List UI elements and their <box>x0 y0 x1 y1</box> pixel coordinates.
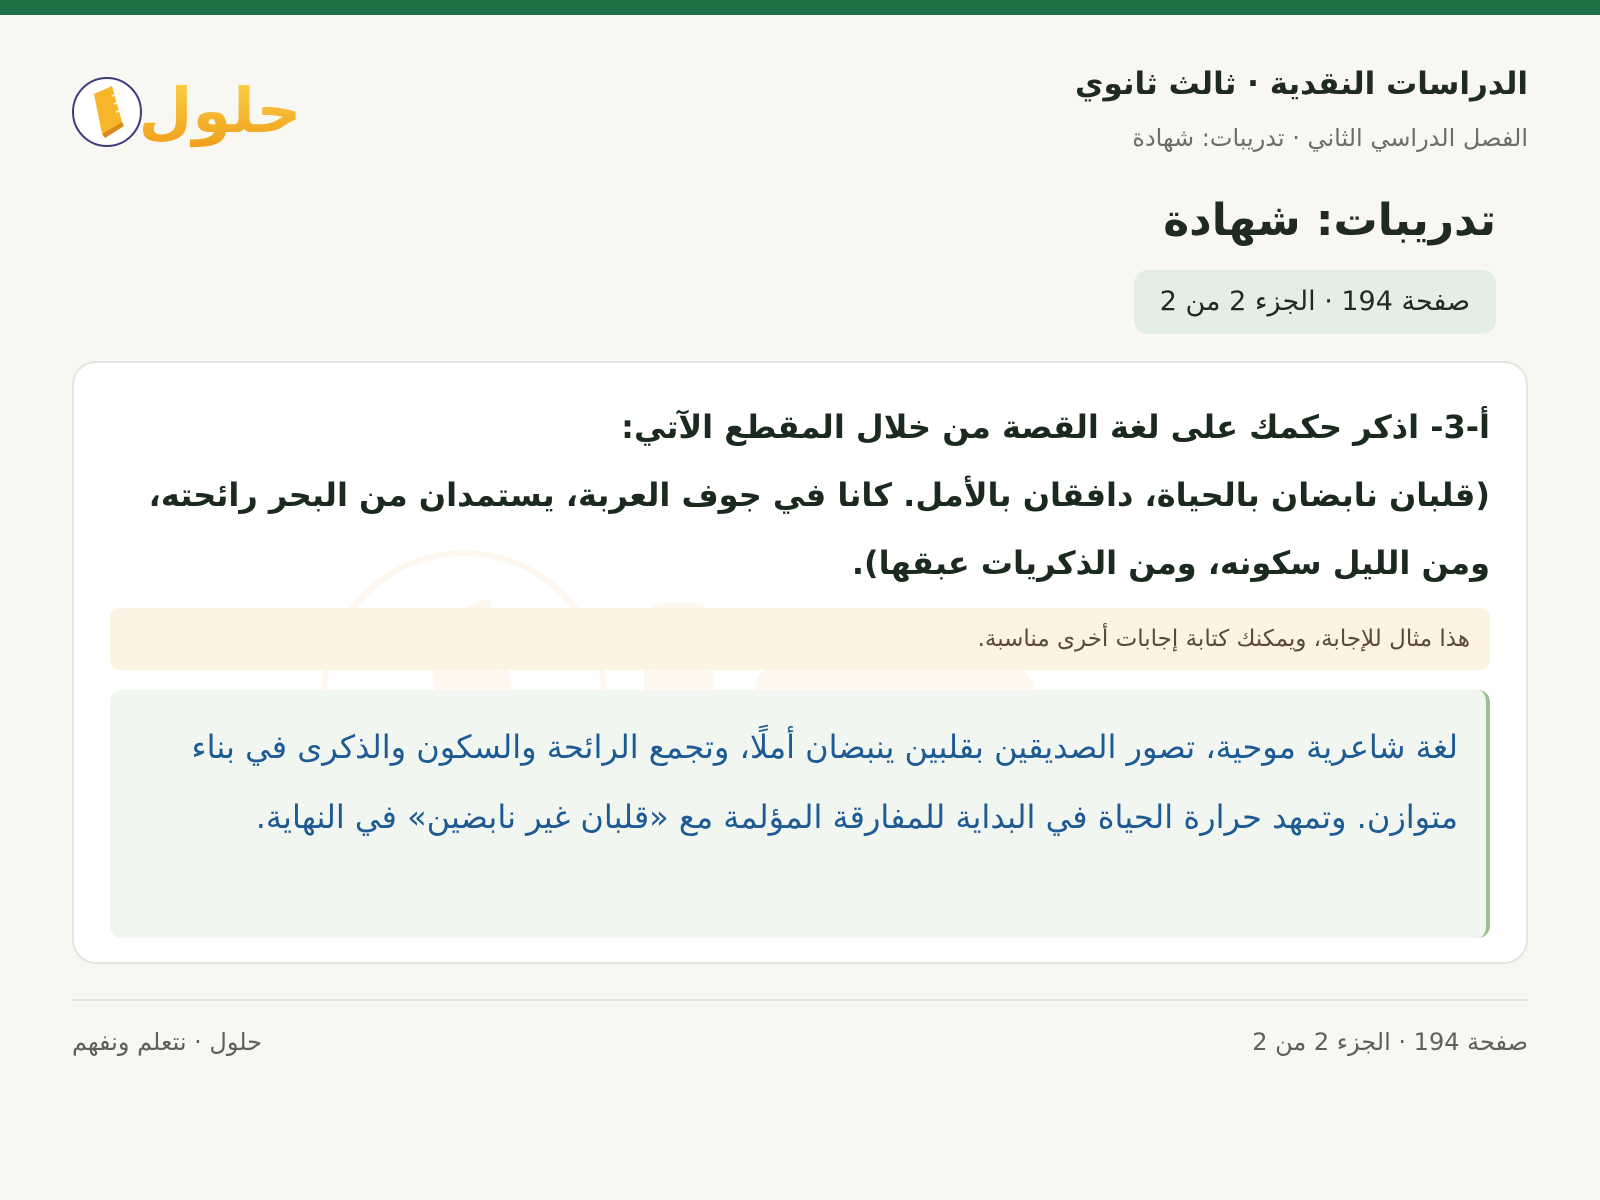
footer-brand: حلول · نتعلم ونفهم <box>72 1028 262 1056</box>
course-title: الدراسات النقدية · ثالث ثانوي <box>1075 66 1528 102</box>
top-accent-bar <box>0 0 1600 15</box>
page-title: تدريبات: شهادة <box>1163 195 1496 246</box>
hulul-logo[interactable] <box>72 62 302 152</box>
header-titles <box>1075 60 1528 160</box>
course-subtitle: الفصل الدراسي الثاني · تدريبات: شهادة <box>1132 124 1528 152</box>
footer-divider <box>72 999 1528 1001</box>
exercise-card <box>72 361 1528 964</box>
question-excerpt: (قلبان نابضان بالحياة، دافقان بالأمل. كانا في جوف العربة، يستمدان من البحر رائحته، ومن الليل سكونه، ومن الذكريات عبقها). <box>148 476 1490 582</box>
answer-box: لغة شاعرية موحية، تصور الصديقين بقلبين ينبضان أملًا، وتجمع الرائحة والسكون والذكرى في بناء متوازن. وتمهد حرارة الحياة في البداية للمفارقة المؤلمة مع «قلبان غير نابضين» في النهاية. <box>110 690 1490 938</box>
page-badge: صفحة 194 · الجزء 2 من 2 <box>1134 270 1496 334</box>
question-block <box>110 393 1490 597</box>
footer-page-info: صفحة 194 · الجزء 2 من 2 <box>1252 1028 1528 1056</box>
page-header <box>72 60 1528 160</box>
question-prompt: أ-3- اذكر حكمك على لغة القصة من خلال المقطع الآتي: <box>621 408 1490 446</box>
answer-note: هذا مثال للإجابة، ويمكنك كتابة إجابات أخرى مناسبة. <box>110 608 1490 670</box>
book-icon <box>73 78 141 146</box>
logo-wordmark: حلول <box>138 74 302 147</box>
